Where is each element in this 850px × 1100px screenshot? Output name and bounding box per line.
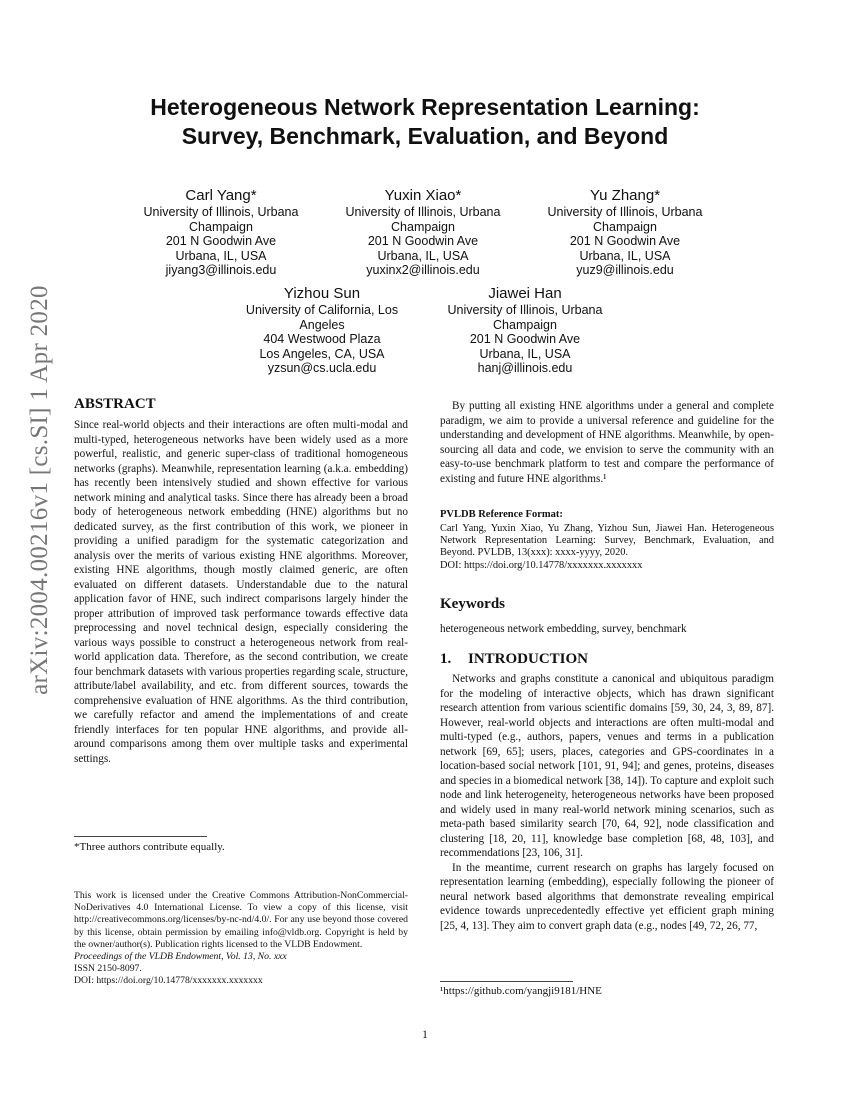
section-title: INTRODUCTION [468, 651, 589, 667]
author-street: 201 N Goodwin Ave [469, 332, 581, 347]
introduction-heading [440, 651, 588, 668]
author-name: Yuxin Xiao* [384, 187, 462, 204]
author-email: hanj@illinois.edu [477, 361, 573, 376]
issn-line: ISSN 2150-8097. [74, 963, 142, 975]
pvldb-citation: Carl Yang, Yuxin Xiao, Yu Zhang, Yizhou Sun, Jiawei Han. Heterogeneous Network Representation Learning: Survey, Benchmark, Evaluation, and Beyond. PVLDB, 13(xxx): xxxx-yyyy, 2020. [440, 523, 774, 559]
author-block-5 [425, 285, 625, 376]
author-affiliation-cont: Champaign [391, 219, 455, 234]
author-block-1 [121, 187, 321, 278]
abstract-text: Since real-world objects and their interactions are often multi-modal and multi-typed, heterogeneous networks have been widely used as a more powerful, realistic, and generic super-class of traditional homogeneous networks (graphs). Meanwhile, representation learning (a.k.a. embedding) has recently been intensively studied and shown effective for various network mining and analytical tasks. Since there has already been a broad body of heterogeneous network embedding (HNE) algorithms but no dedicated survey, as the first contribution of this work, we pioneer in providing a unified paradigm for the systematic categorization and analysis over the merits of various existing HNE algorithms. Moreover, existing HNE algorithms, though mostly claimed generic, are often evaluated on different datasets. Understandable due to the natural application favor of HNE, such indirect comparisons largely hinder the proper attribution of improved task performance towards effective data preprocessing and novel technical design, especially considering the various ways possible to construct a heterogeneous network from real-world application data. Therefore, as the second contribution, we create four benchmark datasets with various properties regarding scale, structure, attribute/label availability, and etc. from different sources, towards the comprehensive evaluation of HNE algorithms. As the third contribution, we carefully refactor and amend the implementations of and create friendly interfaces for ten popular HNE algorithms, and provide all-around comparisons among them over multiple tasks and experimental settings. [74, 419, 408, 765]
author-city: Los Angeles, CA, USA [259, 346, 385, 361]
author-email: yuxinx2@illinois.edu [366, 263, 480, 278]
author-email: yuz9@illinois.edu [576, 263, 674, 278]
author-affiliation: University of Illinois, Urbana [143, 205, 299, 219]
keywords-heading: Keywords [440, 596, 505, 612]
arxiv-stamp-text: arXiv:2004.00216v1 [cs.SI] 1 Apr 2020 [26, 285, 54, 695]
abstract-heading: ABSTRACT [74, 396, 156, 412]
author-name: Yizhou Sun [283, 285, 361, 302]
section-number: 1. [440, 651, 452, 667]
keywords-text: heterogeneous network embedding, survey, benchmark [440, 623, 687, 635]
proceedings-line: Proceedings of the VLDB Endowment, Vol. 13, No. xxx [74, 951, 287, 963]
footnote-equal-contribution: *Three authors contribute equally. [74, 841, 225, 853]
author-affiliation: University of California, Los [245, 303, 399, 317]
title-line-1: Heterogeneous Network Representation Learning: [150, 94, 700, 120]
author-block-4 [222, 285, 422, 376]
pvldb-doi: DOI: https://doi.org/10.14778/xxxxxxx.xxxxxxx [440, 559, 643, 571]
license-text: This work is licensed under the Creative Commons Attribution-NonCommercial-NoDerivatives 4.0 International License. To view a copy of this license, visit http://creativecommons.org/licenses/by-nc-nd/4.0/. For any use beyond those covered by this license, obtain permission by emailing info@vldb.org. Copyright is held by the owner/author(s). Publication rights licensed to the VLDB Endowment. [74, 890, 408, 950]
author-street: 201 N Goodwin Ave [165, 234, 277, 249]
abstract-section [74, 418, 408, 766]
author-street: 201 N Goodwin Ave [367, 234, 479, 249]
author-affiliation: University of Illinois, Urbana [447, 303, 603, 317]
pvldb-reference [440, 523, 774, 572]
author-name: Carl Yang* [185, 187, 257, 204]
contribution-paragraph [440, 399, 774, 486]
author-affiliation-cont: Champaign [189, 219, 253, 234]
author-city: Urbana, IL, USA [175, 248, 267, 263]
page-number: 1 [422, 1029, 428, 1041]
contribution-text: By putting all existing HNE algorithms under a general and complete paradigm, we aim to provide a universal reference and guideline for the understanding and development of HNE algorithms. Meanwhile, by open-sourcing all data and code, we envision to serve the community with an easy-to-use benchmark platform to test and compare the performance of existing and future HNE algorithms.¹ [440, 400, 774, 485]
author-affiliation-cont: Champaign [493, 317, 557, 332]
author-email: jiyang3@illinois.edu [165, 263, 277, 278]
title-line-2: Survey, Benchmark, Evaluation, and Beyond [181, 123, 669, 149]
author-affiliation-cont: Champaign [593, 219, 657, 234]
author-city: Urbana, IL, USA [579, 248, 671, 263]
footnote-github-link: ¹https://github.com/yangji9181/HNE [440, 985, 602, 997]
author-city: Urbana, IL, USA [377, 248, 469, 263]
footnote-divider [74, 836, 207, 837]
pvldb-heading: PVLDB Reference Format: [440, 509, 563, 520]
author-affiliation: University of Illinois, Urbana [547, 205, 703, 219]
author-block-3 [525, 187, 725, 278]
author-block-2 [323, 187, 523, 278]
license-doi: DOI: https://doi.org/10.14778/xxxxxxx.xxxxxxx [74, 975, 263, 987]
license-block [74, 890, 408, 988]
paper-title [80, 93, 770, 151]
author-street: 201 N Goodwin Ave [569, 234, 681, 249]
author-affiliation-cont: Angeles [299, 317, 345, 332]
author-name: Yu Zhang* [589, 187, 661, 204]
intro-paragraph-2: In the meantime, current research on graphs has largely focused on representation learning (embedding), especially following the pioneer of neural network based algorithms that demonstrate revealing empirical evidence towards unprecedentedly effective yet efficient graph mining [25, 4, 13]. They aim to convert graph data (e.g., nodes [49, 72, 26, 77, [440, 861, 774, 932]
author-name: Jiawei Han [488, 285, 562, 302]
footnote-divider-right [440, 981, 573, 982]
author-email: yzsun@cs.ucla.edu [267, 361, 377, 376]
author-affiliation: University of Illinois, Urbana [345, 205, 501, 219]
intro-paragraph-1: Networks and graphs constitute a canonical and ubiquitous paradigm for the modeling of interactive objects, which has drawn significant research attention from various scientific domains [59, 30, 24, 3, 89, 87]. However, real-world objects and interactions are often multi-modal and multi-typed (e.g., authors, papers, venues and terms in a publication network [69, 65]; users, places, categories and GPS-coordinates in a location-based social network [101, 91, 94]; and genes, proteins, diseases and species in a biomedical network [38, 14]). To capture and exploit such node and link heterogeneity, heterogeneous networks have been proposed and widely used in many real-world network mining scenarios, such as meta-path based similarity search [70, 64, 92], node classification and clustering [18, 20, 11], knowledge base completion [68, 48, 103], and recommendations [23, 106, 31]. [440, 673, 774, 859]
author-street: 404 Westwood Plaza [263, 332, 381, 347]
author-city: Urbana, IL, USA [479, 346, 571, 361]
introduction-body [440, 672, 774, 933]
arxiv-stamp [22, 285, 58, 695]
